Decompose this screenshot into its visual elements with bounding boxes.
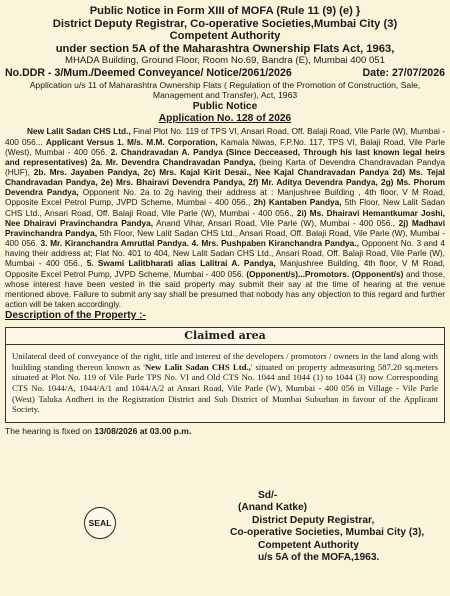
- opponents-3-4: 3. Mr. Kiranchandra Amrutlal Pandya. 4. Mrs. Pushpaben Kiranchandra Pandya.,: [40, 238, 359, 249]
- signatory-department: Co-operative Societies, Mumbai City (3),: [230, 527, 425, 539]
- description-title: Description of the Property :-: [5, 310, 146, 322]
- act-section-line: under section 5A of the Maharashtra Ownership Flats Act, 1963,: [55, 42, 395, 55]
- signatory-designation: District Deputy Registrar,: [252, 514, 375, 526]
- notice-body: New Lalit Sadan CHS Ltd., Final Plot No. 119 of TPS VI, Ansari Road, Off. Balaji Road, Vile Parle (W), Mumbai - 400 056... Applicant Versus 1. M/s. M.M. Corporation, Kamala Niwas, F.P.No. 117, TPS VI, Balaji Road, Vile Parle (West), Mumbai - 400 056. 2. Chandravadan A. Pandya (Since Decceased, Through his last known legal heirs and representatives) 2a. Mr. Devendra Chandravadan Pandya, (being Karta of Devendra Chandravadan Pandya (HUF), 2b. Mrs. Jayaben Pandya, 2c) Mrs. Kajal Kirit Desai., Nee Kajal Chandravadan Pandya 2d) Ms. Tejal Chandravadan Pandya, 2e) Mrs. Bhairavi Devendra Pandya, 2f) Mr. Aditya Devendra Pandya, 2g) Ms. Phorum Devendra Pandya, Opponent No. 2a to 2g having their address at : Manjushree Building , 4th floor, V M Road, Opposite Excel Petrol Pump, JVPD Scheme, Mumbai - 400 056., 2h) Kantaben Pandya, 5th Floor, New Lalit Sadan CHS Ltd., Ansari Road, Off. Balaji Road, Vile Parle (W), Mumbai - 400 056., 2i) Ms. Dhairavi Hemantkumar Joshi, Nee Dhairavi Pravinchandra Pandya, Anand Vihar, Ansari Road, Vile Parle (W), Mumbai - 400 056., 2j) Madhavi Pravinchandra Pandya, 5th Floor, New Lalit Sadan CHS Ltd., Ansari Road, Off. Balaji Road, Vile Parle (W), Mumbai - 400 056. 3. Mr. Kiranchandra Amrutlal Pandya. 4. Mrs. Pushpaben Kiranchandra Pandya., Opponent No. 3 and 4 having their address at; Flat No. 401 to 404, New Lalit Sadan CHS Ltd., Ansari Road, Off. Balaji Road, Vile Parle (W), Mumbai - 400 056., 5. Swami Lalitbharati alias Lalitrai A. Pandya, Manjushree Building, 4th floor, V M Road, Opposite Excel Petrol Pump, JVPD Scheme, Mumbai - 400 056. (Opponent/s)...Promotors. (Opponent/s) and those, whose interest have been vested in the said property may submit their say at the time of hearing at the venue mentioned above. Failure to submit any say shall be presumed that nobody has any objection to this regard and further action will be taken accordingly.: [5, 126, 446, 310]
- society-name: New Lalit Sadan CHS Ltd.,: [144, 361, 251, 372]
- signatory-authority: Competent Authority: [258, 539, 359, 551]
- notice-heading: [5, 5, 445, 55]
- signature-sd: Sd/-: [258, 490, 278, 501]
- opponent-5: 5. Swami Lalitbharati alias Lalitrai A. Pandya,: [86, 258, 276, 269]
- claimed-area-box: [5, 327, 445, 423]
- opponents-promotors: (Opponent/s)...Promotors. (Opponent/s): [246, 268, 404, 279]
- public-notice-title: Public Notice: [192, 101, 258, 113]
- notice-date: Date: 27/07/2026: [362, 67, 445, 80]
- signatory-act: u/s 5A of the MOFA,1963.: [258, 552, 380, 564]
- application-intro: Application u/s 11 of Maharashtra Ownership Flats ( Regulation of the Promotion of Construction, Sale, Management and Transfer), Act, 1963: [29, 80, 421, 101]
- hearing-line: The hearing is fixed on 13/08/2026 at 03.00 p.m.: [5, 425, 192, 436]
- application-number: Application No. 128 of 2026: [158, 112, 292, 124]
- opponents-2b-2g: 2b. Mrs. Jayaben Pandya, 2c) Mrs. Kajal Kirit Desai., Nee Kajal Chandravadan Pandya 2d) Ms. Tejal Chandravadan Pandya, 2e) Mrs. Bhairavi Devendra Pandya, 2f) Mr. Aditya Devendra Pandya, 2g) Ms. Phorum Devendra Pandya,: [5, 167, 445, 198]
- office-address: MHADA Building, Ground Floor, Room No.69, Bandra (E), Mumbai 400 051: [65, 55, 385, 67]
- reference-number: No.DDR - 3/Mum./Deemed Conveyance/ Notice/2061/2026: [5, 67, 292, 80]
- signature-block: [230, 490, 440, 564]
- form-title: Public Notice in Form XIII of MOFA (Rule 11 (9) (e) }: [89, 5, 361, 17]
- reference-row: [5, 67, 445, 79]
- hearing-datetime: 13/08/2026 at 03.00 p.m.: [94, 425, 192, 436]
- competent-authority-line: Competent Authority: [169, 30, 281, 43]
- opponent-2: 2. Chandravadan A. Pandya (Since Decceased, Through his last known legal heirs and representatives) 2a. Mr. Devendra Chandravadan Pandya,: [5, 146, 445, 167]
- authority-line: District Deputy Registrar, Co-operative Societies,Mumbai City (3): [52, 17, 398, 30]
- opponent-2i: 2i) Ms. Dhairavi Hemantkumar Joshi, Nee Dhairavi Pravinchandra Pandya,: [5, 207, 445, 228]
- claimed-area-heading: Claimed area: [6, 328, 444, 345]
- applicant-name: New Lalit Sadan CHS Ltd.,: [27, 126, 131, 137]
- signatory-name: (Anand Katke): [238, 502, 308, 514]
- opponent-2j: 2j) Madhavi Pravinchandra Pandya,: [5, 217, 446, 238]
- opponent-2h: 2h) Kantaben Pandya,: [253, 197, 342, 208]
- seal-stamp: SEAL: [84, 507, 116, 539]
- versus-opponent-1: Applicant Versus 1. M/s. M.M. Corporation,: [45, 136, 218, 147]
- claimed-area-text: Unilateral deed of conveyance of the right, title and interest of the developers / promotors / owners in the land along with building standing thereon known as 'New Lalit Sadan CHS Ltd.,' situated on property admeasuring 587.20 sq.meters situated at Plot No. 119 of Vile Parle TPS No. VI and Old CTS No. 1044 and 1044 (1) to 1044 (3) now Corresponding CTS No. 1044/A, 1044/A/1 and 1044/A/2 at Ansari Road, Vile Parle (W), Mumbai - 400 056 in Village - Vile Parle (West) Taluka Andheri in the Registration District and Sub District of Mumbai Suburban in favour of the Applicant Society.: [12, 351, 438, 415]
